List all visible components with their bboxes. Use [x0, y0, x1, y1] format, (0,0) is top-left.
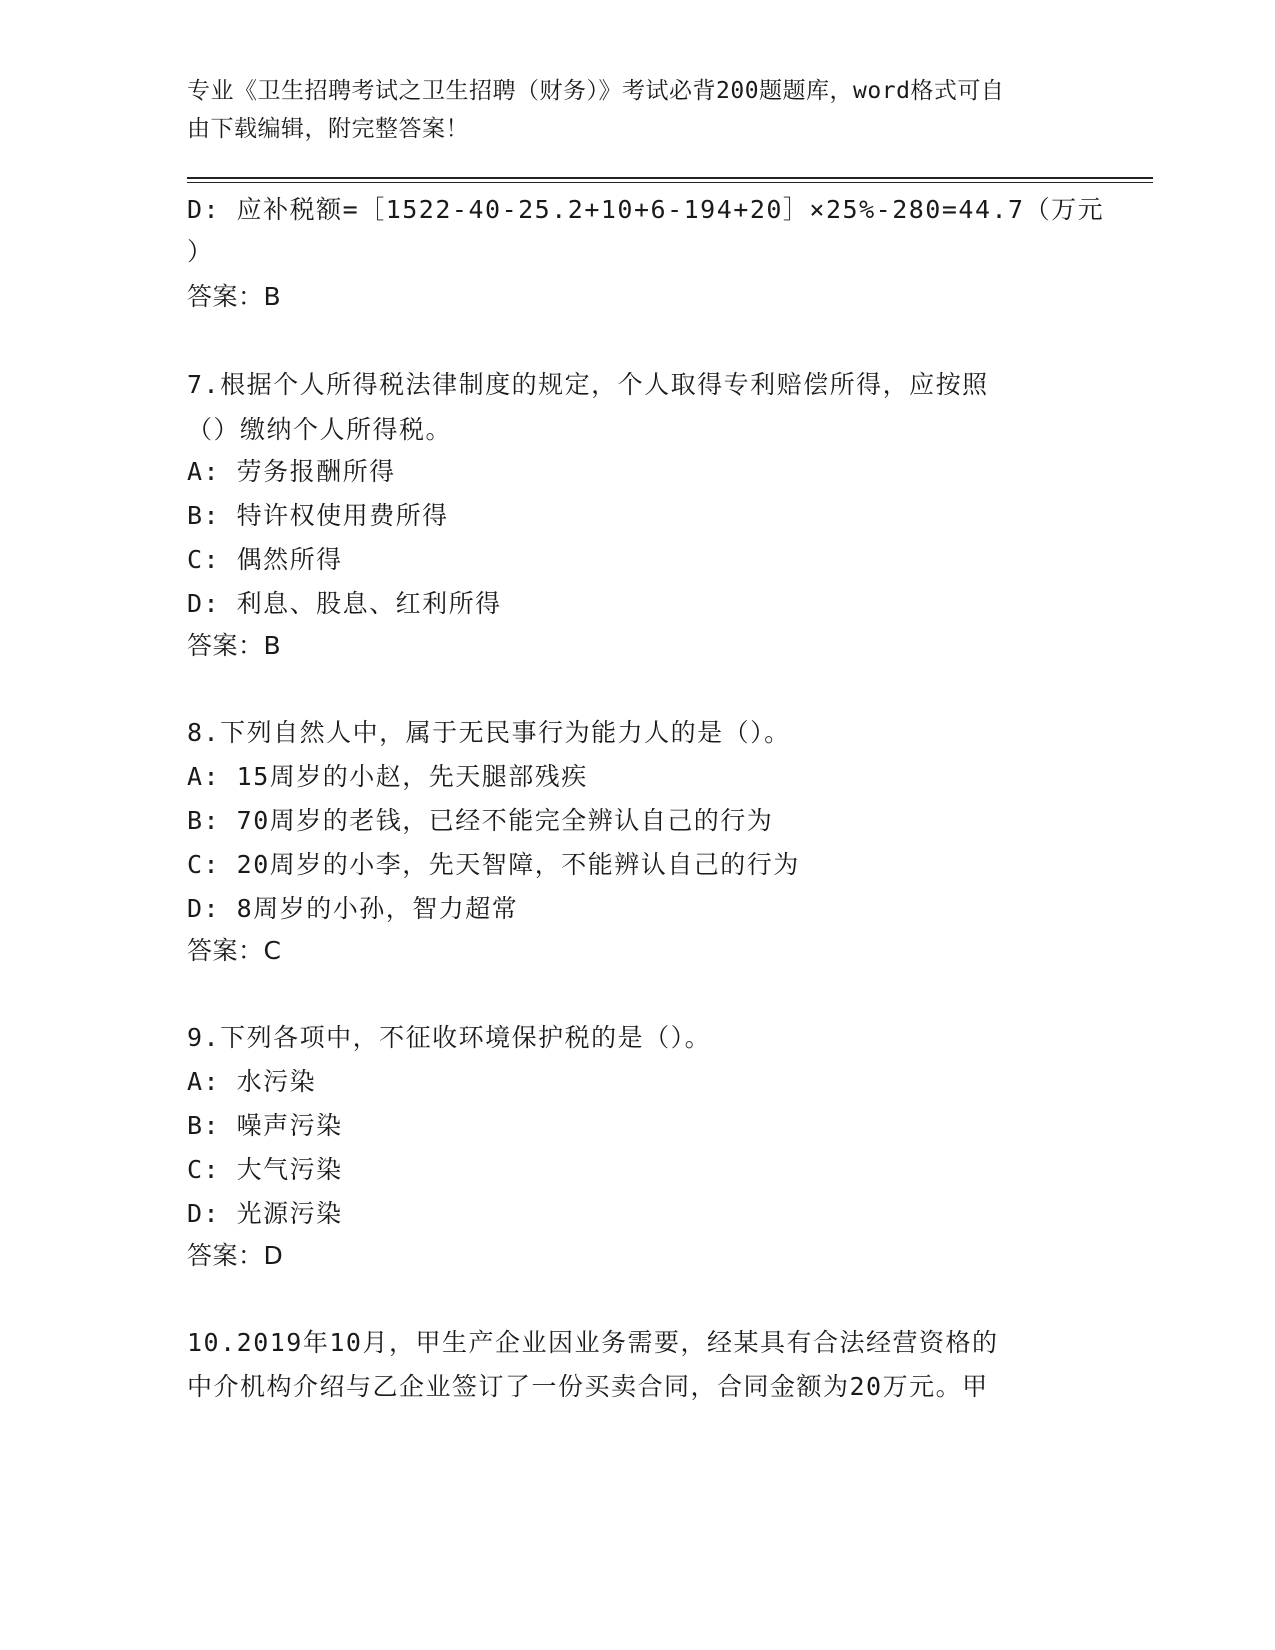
q7-answer: 答案：B: [187, 631, 282, 660]
q10-stem-line-2: 中介机构介绍与乙企业签订了一份买卖合同，合同金额为20万元。甲: [187, 1372, 989, 1401]
q7-stem-line-2: （）缴纳个人所得税。: [187, 415, 453, 444]
q8-option-a: A: 15周岁的小赵，先天腿部残疾: [187, 762, 588, 791]
q6-option-d-line-2: ）: [187, 237, 214, 266]
q8-option-b: B: 70周岁的老钱，已经不能完全辨认自己的行为: [187, 806, 774, 835]
q7-option-a: A: 劳务报酬所得: [187, 457, 396, 486]
q6-answer: 答案：B: [187, 282, 282, 311]
q9-option-c: C: 大气污染: [187, 1155, 343, 1184]
q7-option-c: C: 偶然所得: [187, 545, 343, 574]
q7-option-d: D: 利息、股息、红利所得: [187, 589, 502, 618]
q9-option-d: D: 光源污染: [187, 1199, 343, 1228]
q6-option-d-line-1: D: 应补税额=［1522-40-25.2+10+6-194+20］×25%-280=44.7（万元: [187, 195, 1105, 224]
q8-answer: 答案：C: [187, 936, 282, 965]
q8-option-d: D: 8周岁的小孙，智力超常: [187, 894, 519, 923]
q9-stem: 9.下列各项中，不征收环境保护税的是（）。: [187, 1023, 712, 1052]
q8-option-c: C: 20周岁的小李，先天智障，不能辨认自己的行为: [187, 850, 800, 879]
q9-option-a: A: 水污染: [187, 1067, 317, 1096]
q7-stem-line-1: 7.根据个人所得税法律制度的规定，个人取得专利赔偿所得，应按照: [187, 370, 989, 399]
q7-option-b: B: 特许权使用费所得: [187, 501, 449, 530]
q9-option-b: B: 噪声污染: [187, 1111, 343, 1140]
document-header: [187, 72, 1067, 148]
header-line-2: 由下载编辑，附完整答案！: [187, 116, 469, 142]
header-line-1: 专业《卫生招聘考试之卫生招聘（财务）》考试必背200题题库，word格式可自: [187, 78, 1005, 104]
q9-answer: 答案：D: [187, 1241, 284, 1270]
q10-stem-line-1: 10.2019年10月，甲生产企业因业务需要，经某具有合法经营资格的: [187, 1328, 999, 1357]
q8-stem: 8.下列自然人中，属于无民事行为能力人的是（）。: [187, 718, 791, 747]
header-divider-thick: [187, 177, 1153, 179]
header-divider-thin: [187, 182, 1153, 183]
